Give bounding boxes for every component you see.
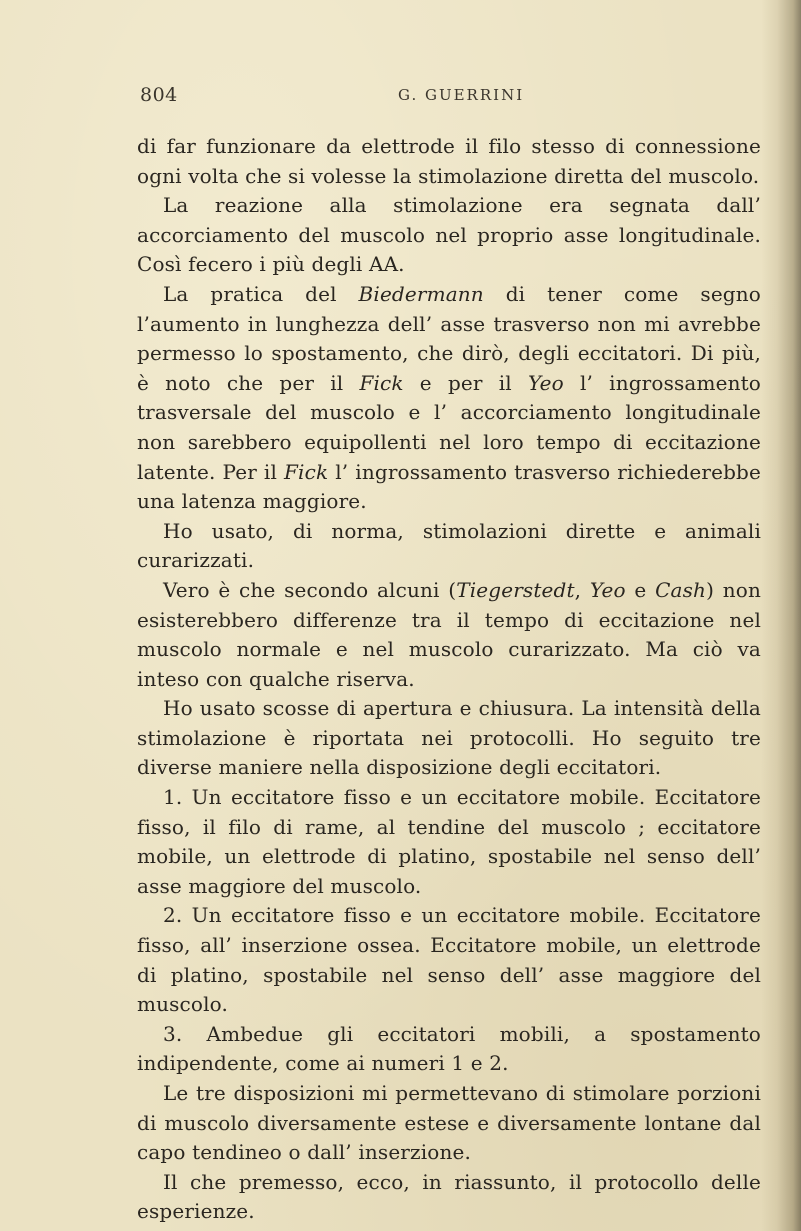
text-run: 1. Un eccitatore fisso e un eccitatore mobile. Eccitatore fisso, il filo di rame, al tendine del muscolo ; eccitatore mobile, un elettrode di platino, spostabile nel senso dell’ asse maggiore del muscolo.: [137, 785, 761, 898]
running-head: G. GUERRINI: [398, 86, 525, 104]
text-run: La pratica del: [163, 281, 359, 306]
text-run: La reazione alla stimolazione era segnata dall’ accorciamento del muscolo nel proprio asse longitudinale. Così fecero i più degli AA.: [137, 193, 761, 277]
paragraph: [137, 1020, 761, 1079]
italic-name: Cash: [655, 577, 707, 602]
paragraph: [137, 576, 761, 694]
paragraph: [137, 694, 761, 783]
paragraph: [137, 1168, 761, 1227]
text-run: Ho usato, di norma, stimolazioni dirette e animali curarizzati.: [137, 518, 761, 573]
paragraph: [137, 1079, 761, 1168]
italic-name: Yeo: [589, 577, 626, 602]
paragraph: [137, 280, 761, 517]
paragraph: [137, 517, 761, 576]
text-run: Ho usato scosse di apertura e chiusura. La intensità della stimolazione è riportata nei protocolli. Ho seguito tre diverse maniere nella disposizione degli eccitatori.: [137, 696, 761, 780]
page-number: 804: [140, 84, 178, 106]
text-run: Il che premesso, ecco, in riassunto, il protocollo delle esperienze.: [137, 1169, 761, 1224]
paragraph: [137, 132, 761, 191]
text-run: 2. Un eccitatore fisso e un eccitatore mobile. Eccitatore fisso, all’ inserzione ossea. Eccitatore mobile, un elettrode di platino, spostabile nel senso dell’ asse maggiore del muscolo.: [137, 903, 761, 1017]
text-run: di tener come segno l’aumento in lunghezza dell’ asse trasverso non mi avrebbe permesso lo spostamento, che dirò, degli eccitatori. Di più, è noto che per il: [137, 281, 761, 395]
text-run: l’ ingrossamento trasverso richiederebbe una latenza maggiore.: [137, 459, 761, 514]
text-run: l’ ingrossamento trasversale del muscolo e l’ accorciamento longitudinale non sarebbero equipollenti nel loro tempo di eccitazione latente. Per il: [137, 370, 761, 484]
text-run: e: [625, 577, 656, 602]
paragraph: [137, 901, 761, 1019]
paragraph: [137, 191, 761, 280]
text-run: Vero è che secondo alcuni (: [163, 577, 457, 602]
body-text: [137, 132, 761, 1227]
text-run: e per il: [403, 370, 528, 395]
italic-name: Yeo: [528, 370, 564, 395]
text-run: ,: [574, 577, 590, 602]
text-run: 3. Ambedue gli eccitatori mobili, a spostamento indipendente, come ai numeri 1 e 2.: [137, 1021, 761, 1076]
italic-name: Biedermann: [358, 281, 484, 306]
italic-name: Tiegerstedt: [456, 577, 575, 602]
italic-name: Fick: [359, 370, 404, 395]
paragraph: [137, 783, 761, 901]
italic-name: Fick: [284, 459, 329, 484]
text-run: ) non esisterebbero differenze tra il tempo di eccitazione nel muscolo normale e nel muscolo curarizzato. Ma ciò va inteso con qualche riserva.: [137, 577, 761, 691]
text-run: Le tre disposizioni mi permettevano di stimolare porzioni di muscolo diversamente estese e diversamente lontane dal capo tendineo o dall’ inserzione.: [137, 1081, 761, 1165]
page-edge-shadow: [761, 0, 801, 1231]
text-run: di far funzionare da elettrode il filo stesso di connessione ogni volta che si volesse la stimolazione diretta del muscolo.: [137, 134, 761, 188]
page-header: [140, 84, 700, 114]
